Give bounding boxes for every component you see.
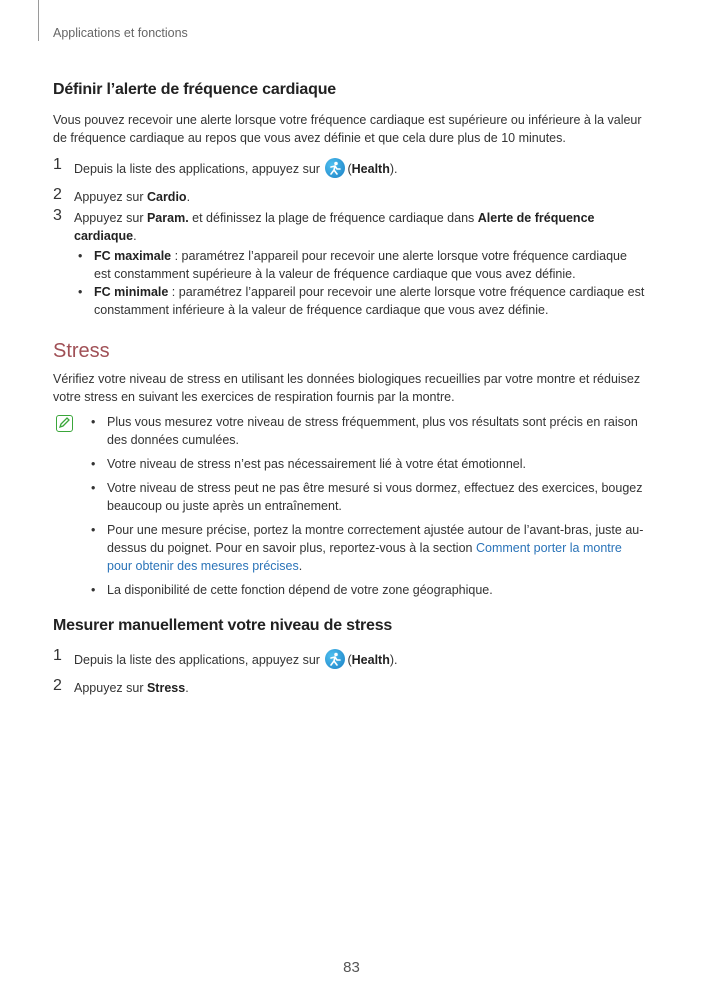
wear-watch-link[interactable]: Comment porter la montre pour obtenir des mesures précises [107, 541, 622, 573]
stress-intro: Vérifiez votre niveau de stress en utilisant les données biologiques recueillies par votre montre et réduisez votre stress en suivant les exercices de respiration fournis par la montre. [53, 372, 641, 404]
step-number: 2 [53, 186, 62, 203]
step3-options [74, 247, 645, 319]
step-item: 2 Appuyez sur Cardio. [53, 186, 191, 204]
stress-label: Stress [146, 681, 186, 695]
note-item: • Votre niveau de stress peut ne pas être mesuré si vous dormez, effectuez des exercices, bougez beaucoup ou juste après un entraînement. [87, 479, 645, 515]
heart-alert-steps [53, 158, 645, 319]
step-item: 2 Appuyez sur Stress. [53, 677, 189, 695]
manual-stress-steps [53, 649, 645, 697]
heart-alert-title: Définir l’alerte de fréquence cardiaque [53, 81, 336, 98]
note-item: • Votre niveau de stress n’est pas nécessairement lié à votre état émotionnel. [87, 455, 645, 473]
step-number: 1 [53, 156, 62, 173]
manual-stress-title: Mesurer manuellement votre niveau de stress [53, 617, 393, 634]
option-min-hr: • FC minimale : paramétrez l’appareil pour recevoir une alerte lorsque votre fréquence cardiaque est constamment inférieure à la valeur de fréquence cardiaque que vous avez définie. [74, 283, 645, 319]
health-app-icon[interactable] [325, 649, 345, 669]
step-item: 1 Depuis la liste des applications, appuyez sur (Health). [53, 647, 398, 667]
step-number: 1 [53, 647, 62, 664]
alert-setting-label: Alerte de fréquence cardiaque [74, 211, 595, 243]
note-item: • Pour une mesure précise, portez la montre correctement ajustée autour de l’avant-bras, juste au-dessus du poignet. Pour en savoir plus, reportez-vous à la section Comment porter la montre pour obtenir des mesures précises. [87, 521, 645, 575]
health-label: Health [351, 653, 390, 667]
health-label: Health [351, 162, 390, 176]
note-item: • Plus vous mesurez votre niveau de stress fréquemment, plus vos résultats sont précis en raison des données cumulées. [87, 413, 645, 449]
header-divider [38, 0, 39, 41]
page-number: 83 [343, 959, 360, 976]
heart-alert-intro: Vous pouvez recevoir une alerte lorsque votre fréquence cardiaque est supérieure ou inférieure à la valeur de fréquence cardiaque au repos que vous avez définie et que cela dure plus de 10 minutes. [53, 113, 642, 145]
cardio-label: Cardio [146, 190, 187, 204]
note-item: • La disponibilité de cette fonction dépend de votre zone géographique. [87, 581, 645, 599]
health-app-icon[interactable] [325, 158, 345, 178]
step-number: 2 [53, 677, 62, 694]
section-header: Applications et fonctions [53, 26, 188, 40]
param-label: Param. [146, 211, 189, 225]
option-max-hr: • FC maximale : paramétrez l’appareil pour recevoir une alerte lorsque votre fréquence cardiaque est constamment supérieure à la valeur de fréquence cardiaque que vous avez définie. [74, 247, 645, 283]
step-item: 1 Depuis la liste des applications, appuyez sur (Health). [53, 156, 398, 176]
stress-notes [53, 413, 645, 599]
step-item: 3 Appuyez sur Param. et définissez la plage de fréquence cardiaque dans Alerte de fréquence cardiaque. • FC maximale : paramétrez l’appareil pour recevoir une alerte lorsque votre fréquence cardiaque est constamment supérieure à la valeur de fréquence cardiaque que vous avez définie. • FC minimale : paramétrez l’appareil pour recevoir une alerte lorsque votre fréquence cardiaque est constamment inférieure à la valeur de fréquence cardiaque que vous avez définie. [53, 209, 645, 319]
page-content [53, 81, 645, 697]
notes-list [53, 413, 645, 599]
note-icon [56, 415, 73, 432]
stress-title: Stress [53, 340, 110, 362]
step-number: 3 [53, 207, 62, 224]
